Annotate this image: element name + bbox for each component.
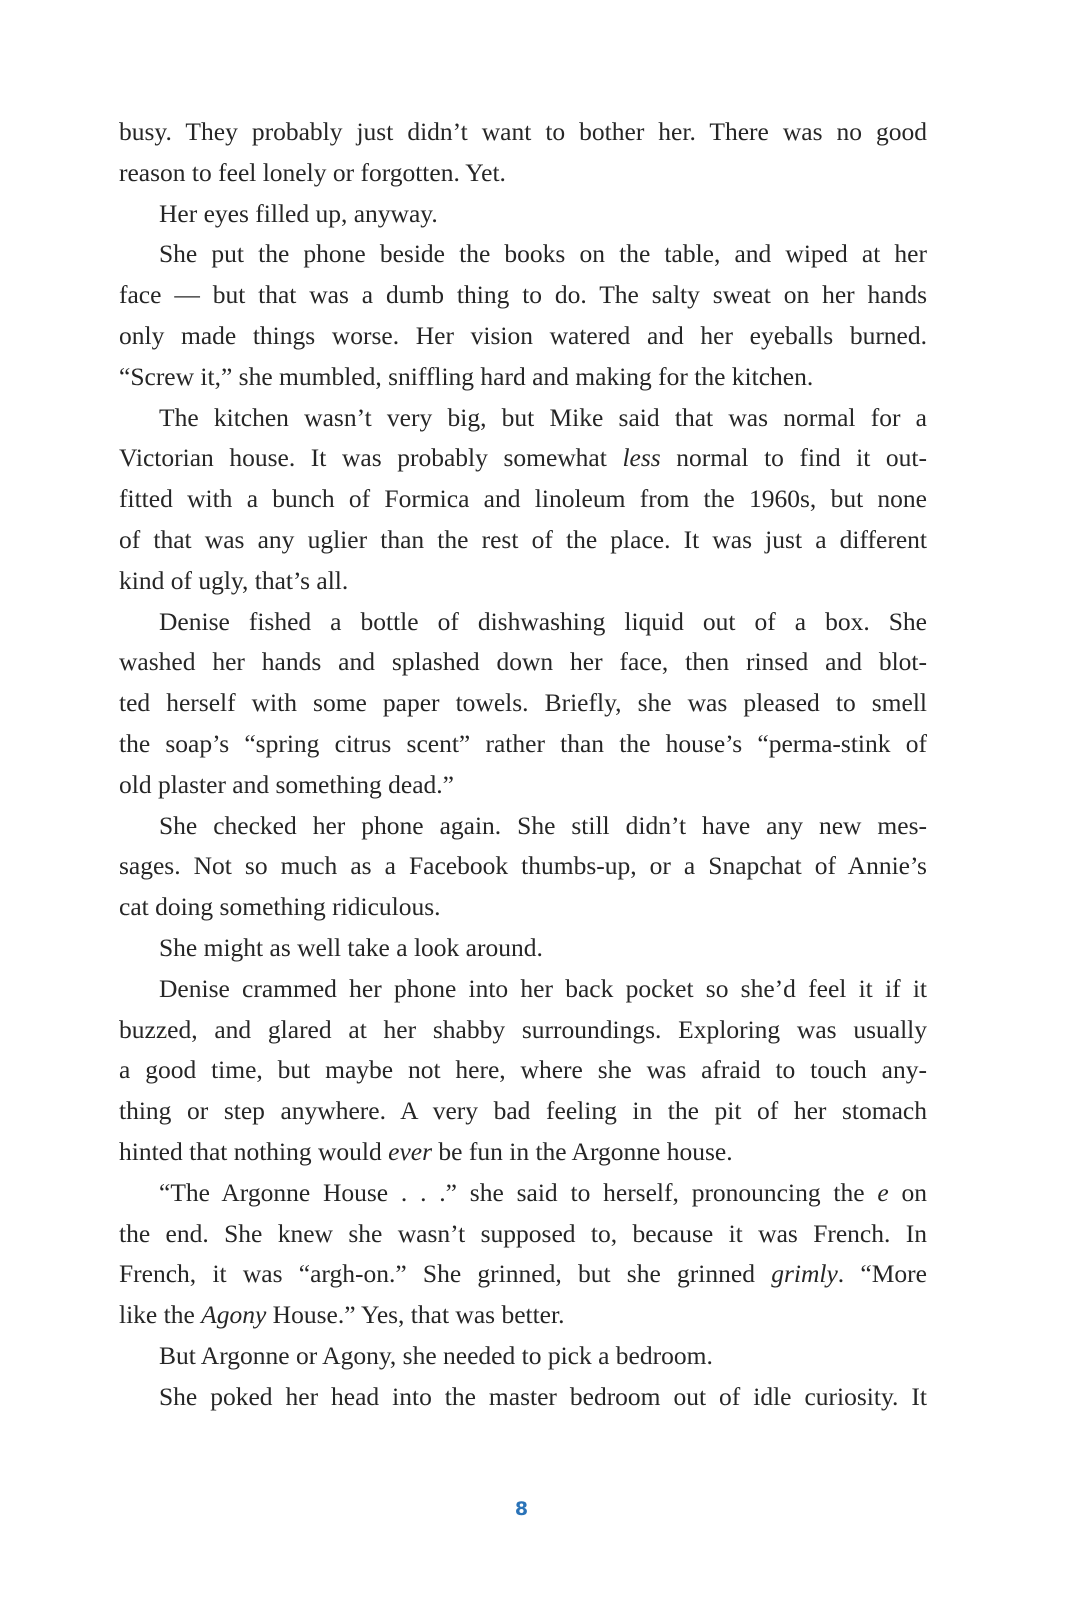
text-run: on — [888, 1177, 927, 1207]
text-run: “The Argonne House . . .” she said to herself, pronouncing the — [159, 1177, 878, 1207]
text-line — [119, 1132, 927, 1173]
text-run: be fun in the Argonne house. — [432, 1136, 733, 1166]
text-line: She poked her head into the master bedroom out of idle curiosity. It — [159, 1381, 927, 1411]
text-line: busy. They probably just didn’t want to bother her. There was no good — [119, 117, 927, 146]
text-line: the end. She knew she wasn’t supposed to, because it was French. In — [119, 1218, 927, 1248]
text-run: Victorian house. It was probably somewhat — [119, 443, 623, 473]
text-line — [119, 1295, 927, 1336]
text-line: The kitchen wasn’t very big, but Mike said that was normal for a — [159, 402, 927, 432]
text-line: Denise fished a bottle of dishwashing liquid out of a box. She — [159, 606, 927, 636]
text-line: fitted with a bunch of Formica and linoleum from the 1960s, but none — [119, 484, 927, 514]
text-line: old plaster and something dead.” — [119, 769, 454, 799]
text-line: cat doing something ridiculous. — [119, 892, 441, 922]
text-line: She might as well take a look around. — [159, 932, 543, 962]
text-line: She checked her phone again. She still didn’t have any new mes- — [159, 810, 927, 840]
text-run: hinted that nothing would — [119, 1136, 389, 1166]
text-line: a good time, but maybe not here, where she was afraid to touch any- — [119, 1055, 927, 1085]
text-line: washed her hands and splashed down her face, then rinsed and blot- — [119, 647, 927, 677]
text-line: ted herself with some paper towels. Briefly, she was pleased to smell — [119, 688, 927, 718]
text-run: . “More — [837, 1259, 927, 1289]
page-body — [119, 112, 927, 1418]
text-line — [119, 438, 927, 479]
italic-text: e — [877, 1177, 889, 1207]
text-line: Denise crammed her phone into her back pocket so she’d feel it if it — [159, 973, 927, 1003]
text-line: “Screw it,” she mumbled, sniffling hard and making for the kitchen. — [119, 361, 814, 391]
text-run: House.” Yes, that was better. — [266, 1300, 565, 1330]
italic-text: less — [622, 443, 661, 473]
text-line: sages. Not so much as a Facebook thumbs-up, or a Snapchat of Annie’s — [119, 851, 927, 881]
text-line: kind of ugly, that’s all. — [119, 565, 349, 595]
text-line: buzzed, and glared at her shabby surroundings. Exploring was usually — [119, 1014, 927, 1044]
page-number: 8 — [514, 1498, 529, 1520]
text-run: like the — [119, 1300, 202, 1330]
italic-text: Agony — [201, 1300, 267, 1330]
text-line: of that was any uglier than the rest of the place. It was just a different — [119, 524, 927, 554]
text-line — [119, 1254, 927, 1295]
text-line: But Argonne or Agony, she needed to pick a bedroom. — [159, 1340, 713, 1370]
text-run: normal to find it out- — [660, 443, 928, 473]
text-line: the soap’s “spring citrus scent” rather than the house’s “perma-stink of — [119, 728, 927, 758]
text-line: face — but that was a dumb thing to do. The salty sweat on her hands — [119, 280, 927, 310]
text-line: only made things worse. Her vision watered and her eyeballs burned. — [119, 320, 927, 350]
text-line: thing or step anywhere. A very bad feeling in the pit of her stomach — [119, 1096, 927, 1126]
text-line — [119, 1173, 927, 1214]
text-line: She put the phone beside the books on the table, and wiped at her — [159, 239, 927, 269]
text-run: French, it was “argh-on.” She grinned, but she grinned — [119, 1259, 772, 1289]
text-line: Her eyes filled up, anyway. — [159, 198, 438, 228]
text-line: reason to feel lonely or forgotten. Yet. — [119, 157, 506, 187]
italic-text: ever — [388, 1136, 433, 1166]
italic-text: grimly — [771, 1259, 838, 1289]
